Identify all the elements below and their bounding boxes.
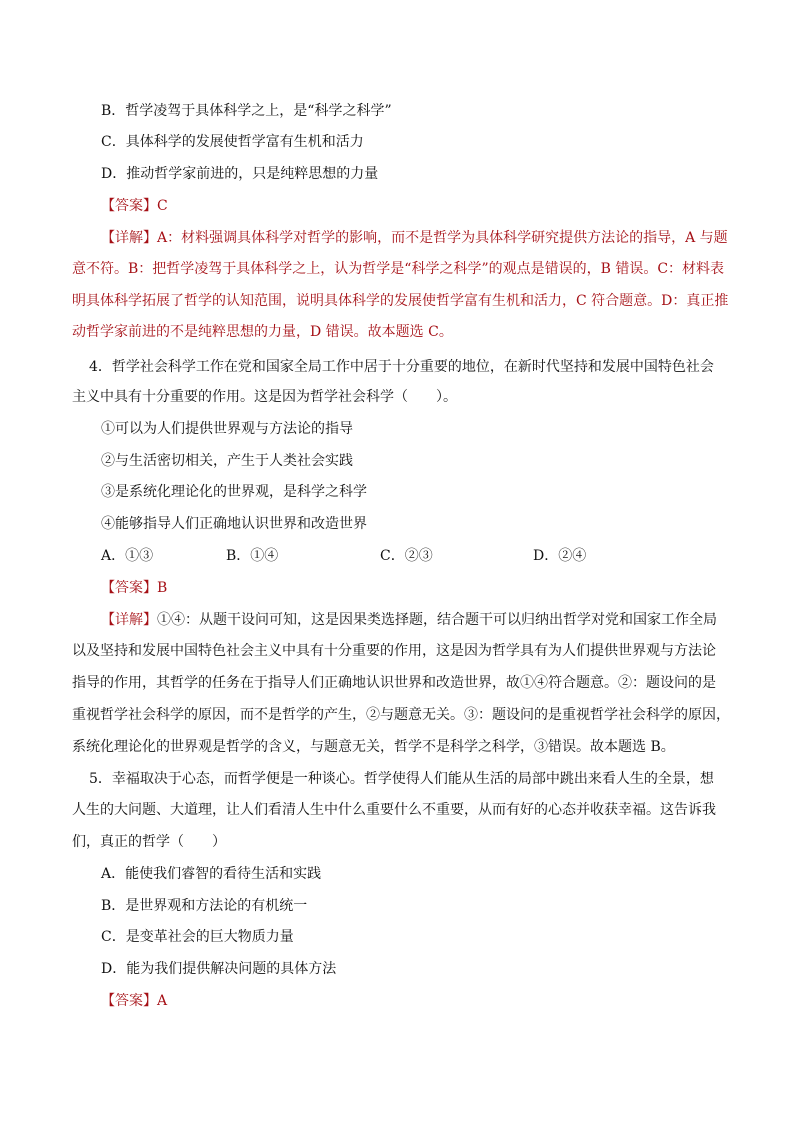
q5-stem-line: 们，真正的哲学（ ） (72, 834, 226, 850)
q3-detail-line (101, 228, 728, 248)
q3-option-b: B．哲学凌驾于具体科学之上，是“科学之科学” (101, 103, 392, 119)
q5-option-c: C．是变革社会的巨大物质力量 (101, 929, 294, 945)
q4-detail-line: 指导的作用，其哲学的任务在于指导人们正确地认识世界和改造世界，故①④符合题意。②：题设问的是 (72, 675, 716, 691)
q3-answer (101, 196, 168, 216)
q4-statement: ②与生活密切相关，产生于人类社会实践 (101, 453, 353, 469)
q3-detail-line: 明具体科学拓展了哲学的认知范围，说明具体科学的发展使哲学富有生机和活力，C 符合题意。D：真正推 (72, 293, 729, 309)
q5-answer (101, 991, 167, 1011)
q4-choice-d: D．②④ (533, 548, 587, 564)
q4-stem-line: 4．哲学社会科学工作在党和国家全局工作中居于十分重要的地位，在新时代坚持和发展中国特色社会 (89, 359, 714, 375)
q4-answer (101, 578, 167, 598)
q5-stem-line: 5．幸福取决于心态，而哲学便是一种谈心。哲学使得人们能从生活的局部中跳出来看人生的全景，想 (89, 771, 714, 787)
q3-detail-line: 意不符。B：把哲学凌驾于具体科学之上，认为哲学是“科学之科学”的观点是错误的，B 错误。C：材料表 (72, 261, 725, 277)
q3-option-d: D．推动哲学家前进的，只是纯粹思想的力量 (101, 166, 379, 182)
q5-option-a: A．能使我们睿智的看待生活和实践 (101, 866, 322, 882)
q4-detail-line: 重视哲学社会科学的原因，而不是哲学的产生，②与题意无关。③：题设问的是重视哲学社会科学的原因， (72, 707, 730, 723)
q4-choice-b: B．①④ (226, 548, 279, 564)
detail-label: 【详解】 (101, 612, 157, 628)
detail-label: 【详解】 (101, 230, 157, 246)
answer-label: 【答案】 (101, 993, 157, 1009)
q4-detail-line: 系统化理论化的世界观是哲学的含义，与题意无关，哲学不是科学之科学，③错误。故本题选 B。 (72, 739, 675, 755)
q5-option-d: D．能为我们提供解决问题的具体方法 (101, 961, 337, 977)
detail-text: A：材料强调具体科学对哲学的影响，而不是哲学为具体科学研究提供方法论的指导，A 与题 (157, 230, 728, 246)
answer-label: 【答案】 (101, 198, 157, 214)
answer-value: A (157, 993, 168, 1009)
q4-detail-line (101, 610, 717, 630)
detail-text: ①④：从题干设问可知，这是因果类选择题，结合题干可以归纳出哲学对党和国家工作全局 (157, 612, 717, 628)
q4-statement: ③是系统化理论化的世界观，是科学之科学 (101, 484, 367, 500)
answer-value: C (157, 198, 168, 214)
q4-choice-c: C．②③ (380, 548, 433, 564)
q3-option-c: C．具体科学的发展使哲学富有生机和活力 (101, 134, 364, 150)
q3-detail-line: 动哲学家前进的不是纯粹思想的力量，D 错误。故本题选 C。 (72, 324, 453, 340)
q5-option-b: B．是世界观和方法论的有机统一 (101, 898, 308, 914)
q5-stem-line: 人生的大问题、大道理，让人们看清人生中什么重要什么不重要，从而有好的心态并收获幸福。这告诉我 (72, 802, 716, 818)
answer-label: 【答案】 (101, 580, 157, 596)
q4-statement: ④能够指导人们正确地认识世界和改造世界 (101, 516, 367, 532)
answer-value: B (157, 580, 168, 596)
q4-detail-line: 以及坚持和发展中国特色社会主义中具有十分重要的作用，这是因为哲学具有为人们提供世界观与方法论 (72, 643, 716, 659)
q4-statement: ①可以为人们提供世界观与方法论的指导 (101, 421, 353, 437)
q4-choice-a: A．①③ (101, 548, 154, 564)
q4-stem-line: 主义中具有十分重要的作用。这是因为哲学社会科学（ ）。 (72, 389, 457, 405)
